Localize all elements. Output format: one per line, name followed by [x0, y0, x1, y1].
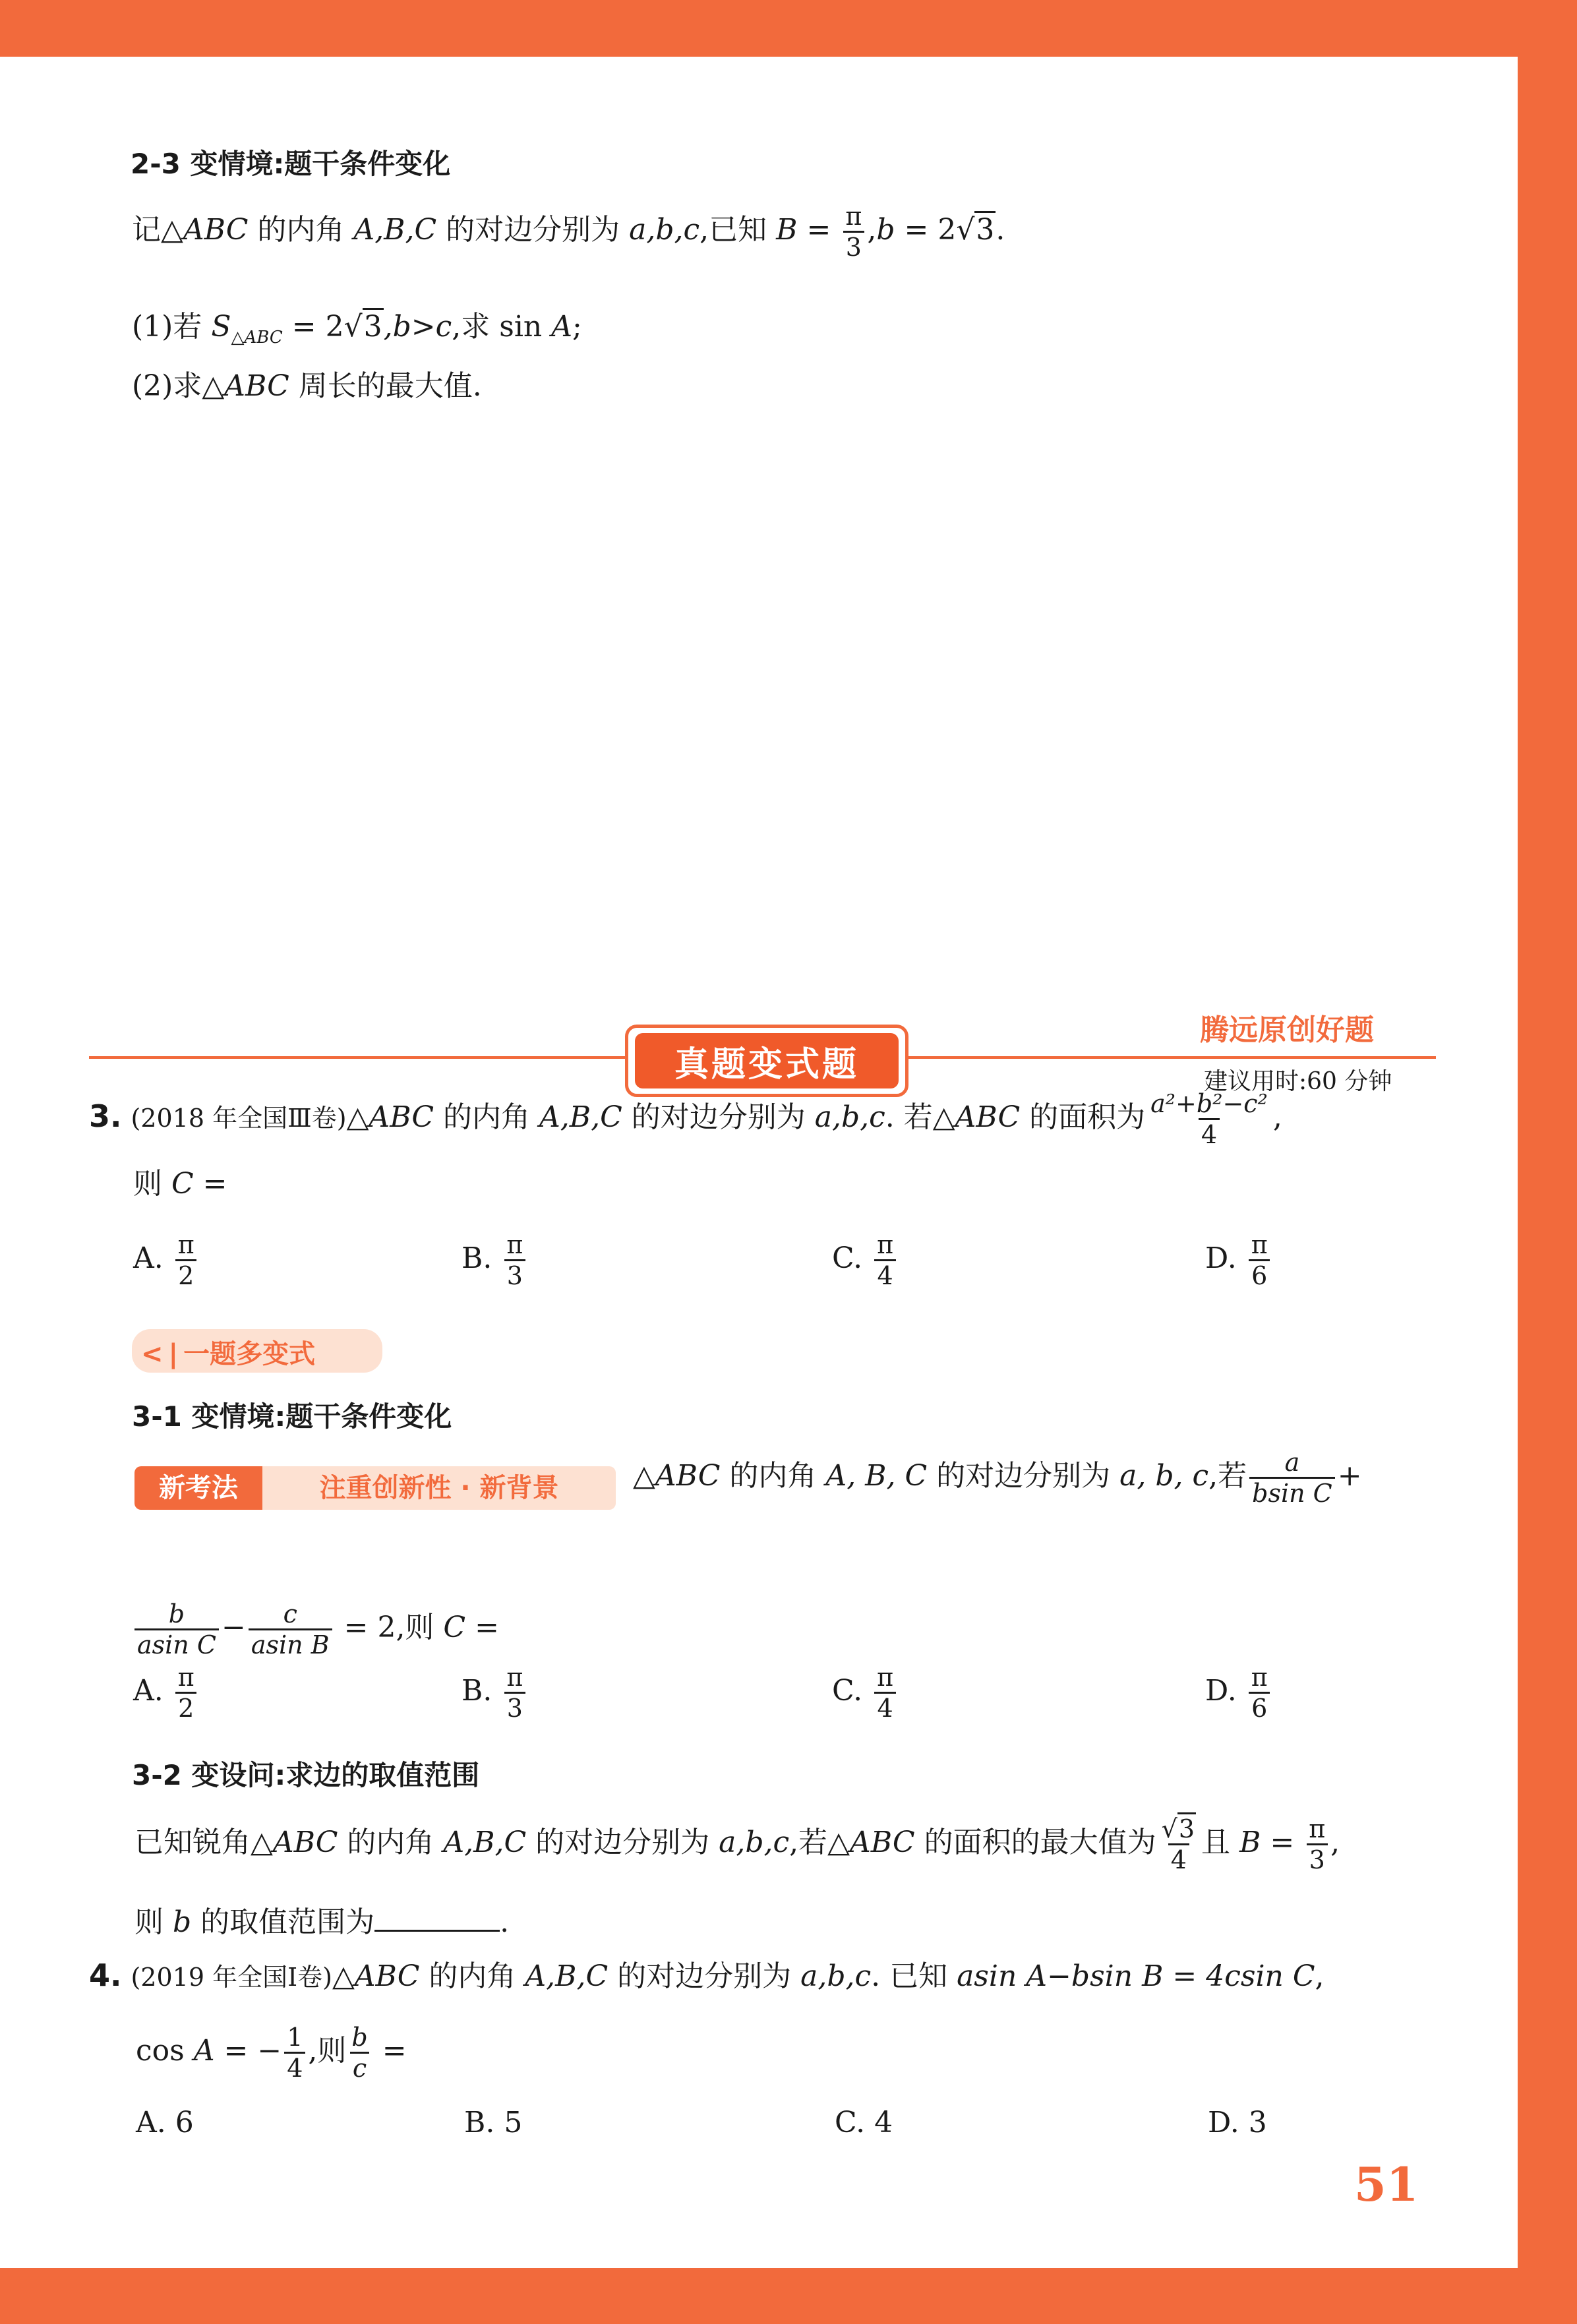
fraction — [504, 1663, 525, 1723]
fraction-numerator: b — [168, 1599, 185, 1628]
fraction-numerator: b — [351, 2023, 368, 2052]
question-source: (2018 年全国Ⅲ卷) — [131, 1104, 347, 1133]
fraction — [249, 1599, 332, 1659]
text: , — [867, 213, 877, 247]
fraction — [1148, 1089, 1270, 1149]
question-4-option-d[interactable] — [1208, 2103, 1267, 2143]
text: ABC — [655, 1459, 721, 1493]
section-3-2-heading-num: 3-2 — [132, 1759, 182, 1791]
text: 记△ — [132, 213, 183, 247]
option-letter: C. — [832, 1674, 863, 1708]
option-letter: D. — [1208, 2106, 1239, 2139]
fraction-denominator: asin C — [134, 1628, 219, 1659]
fraction-numerator: π — [177, 1663, 194, 1692]
page-number: 51 — [1354, 2157, 1419, 2212]
text: C — [443, 1611, 466, 1644]
section-3-2-heading-text: 变设问:求边的取值范围 — [191, 1759, 480, 1791]
text: a, b, c — [1119, 1459, 1209, 1493]
text: ,若△ — [789, 1826, 850, 1859]
fraction-denominator: 4 — [284, 2052, 305, 2083]
fraction-denominator: 2 — [175, 1692, 196, 1723]
variants-label-text: 一题多变式 — [183, 1339, 316, 1369]
text: 的对边分别为 — [436, 213, 630, 247]
question-4-option-c[interactable] — [835, 2103, 893, 2143]
text: 的对边分别为 — [927, 1459, 1120, 1493]
fraction-denominator: 2 — [175, 1259, 196, 1290]
text: B — [776, 213, 798, 247]
fraction-numerator: π — [1309, 1814, 1326, 1843]
fraction — [1159, 1814, 1199, 1874]
suggested-time: 建议用时:60 分钟 — [1204, 1068, 1392, 1095]
question-number: 3. — [89, 1098, 122, 1134]
fraction-numerator: √3 — [1159, 1814, 1199, 1843]
text: asin A−bsin B = 4csin C — [957, 1959, 1315, 1993]
text: A,B,C — [353, 213, 437, 247]
text: A,B,C — [539, 1100, 622, 1134]
text: B — [1239, 1826, 1261, 1859]
fraction-denominator: 6 — [1249, 1692, 1270, 1723]
option-value: 3 — [1248, 2106, 1267, 2139]
question-3-statement — [89, 1089, 1282, 1149]
text: = 2,则 — [334, 1611, 444, 1644]
text: a,b,c — [719, 1826, 790, 1859]
fraction-numerator: π — [177, 1230, 194, 1259]
text: ABC — [224, 369, 289, 403]
fraction-denominator: 3 — [504, 1692, 525, 1723]
text: 则 — [134, 1905, 173, 1939]
text: ,b>c — [383, 310, 452, 343]
text: = — [372, 2034, 407, 2068]
section-3-1-heading-text: 变情境:题干条件变化 — [191, 1400, 452, 1433]
option-letter: B. — [464, 2106, 495, 2139]
text: . 若△ — [885, 1100, 955, 1134]
question-4-option-a[interactable] — [136, 2103, 194, 2143]
innovation-tag: 注重创新性 · 新背景 — [262, 1466, 616, 1510]
fraction — [175, 1663, 197, 1723]
section-3-1-option-d[interactable] — [1205, 1663, 1273, 1723]
section-3-1-heading-num: 3-1 — [132, 1400, 182, 1433]
text: a,b,c — [629, 213, 700, 247]
text: , — [1315, 1959, 1324, 1993]
question-source: (2019 年全国Ⅰ卷) — [131, 1963, 332, 1992]
option-letter: A. — [136, 2106, 166, 2139]
option-letter: B. — [461, 1674, 492, 1708]
text: △ — [346, 1100, 369, 1134]
text: A — [193, 2034, 215, 2068]
text: 的内角 — [434, 1100, 539, 1134]
section-2-3-heading-text: 变情境:题干条件变化 — [190, 148, 451, 180]
text: ,则 — [308, 2034, 347, 2068]
share-icon: < — [141, 1339, 164, 1369]
section-3-1-option-a[interactable] — [133, 1663, 200, 1723]
fraction — [349, 2023, 370, 2083]
fraction-denominator: 3 — [1307, 1843, 1328, 1874]
text: A,B,C — [443, 1826, 527, 1859]
banner-rule-right — [902, 1056, 1436, 1059]
text: 的内角 — [248, 213, 354, 247]
fraction — [1249, 1663, 1270, 1723]
text: cos — [136, 2034, 194, 2068]
text: = — [1261, 1826, 1304, 1859]
fraction — [1249, 1448, 1335, 1508]
divider: | — [168, 1339, 179, 1369]
text: ABC — [369, 1100, 434, 1134]
text: 的内角 — [419, 1959, 525, 1993]
text: = 2 — [895, 213, 957, 247]
text: . — [500, 1905, 510, 1939]
text: = 2 — [282, 310, 344, 343]
text: ABC — [850, 1826, 915, 1859]
option-value: 4 — [874, 2106, 893, 2139]
text: 的内角 — [338, 1826, 444, 1859]
option-letter: C. — [835, 2106, 866, 2139]
text: 的取值范围为 — [191, 1905, 375, 1939]
fraction-denominator: asin B — [249, 1628, 332, 1659]
text: 且 — [1201, 1826, 1239, 1859]
question-4-option-b[interactable] — [464, 2103, 522, 2143]
new-method-tag: 新考法 — [134, 1466, 262, 1510]
text: A, B, C — [825, 1459, 928, 1493]
fraction — [1249, 1230, 1270, 1290]
fraction-numerator: π — [877, 1230, 894, 1259]
fraction-numerator: π — [1251, 1663, 1268, 1692]
fraction-denominator: 4 — [1168, 1843, 1189, 1874]
section-3-1-statement — [633, 1448, 1362, 1508]
section-3-1-line-2 — [132, 1599, 499, 1659]
brand-label: 腾远原创好题 — [1200, 1013, 1374, 1047]
section-2-3-part-1: (1)若 $S_{\triangle ABC} = 2√3,b>c$,求 sin A; — [132, 307, 582, 357]
question-3-option-a[interactable] — [133, 1230, 200, 1290]
text: ABC — [183, 213, 249, 247]
text: , — [1272, 1100, 1282, 1134]
fraction-denominator: 3 — [504, 1259, 525, 1290]
text: 的对边分别为 — [608, 1959, 801, 1993]
text: ABC — [354, 1959, 420, 1993]
text: ,求 sin — [452, 310, 552, 343]
question-3-option-d[interactable] — [1205, 1230, 1273, 1290]
text: = — [797, 213, 841, 247]
option-letter: D. — [1205, 1241, 1237, 1275]
text: △ — [633, 1459, 655, 1493]
question-3-line-2 — [133, 1164, 227, 1204]
fraction — [504, 1230, 525, 1290]
fraction-denominator: 4 — [874, 1692, 895, 1723]
text: S — [211, 310, 231, 343]
text: ABC — [955, 1100, 1021, 1134]
fraction — [1306, 1814, 1328, 1874]
fraction-numerator: π — [845, 202, 862, 231]
option-letter: C. — [832, 1241, 863, 1275]
fraction-numerator: a²+b²−c² — [1150, 1089, 1268, 1118]
section-3-1-option-b[interactable] — [461, 1663, 528, 1723]
section-3-1-heading — [132, 1395, 452, 1435]
question-3-option-b[interactable] — [461, 1230, 528, 1290]
sqrt-radicand: 3 — [363, 308, 384, 343]
text: A — [551, 310, 573, 343]
text: △ — [332, 1959, 355, 1993]
fraction-numerator: π — [506, 1230, 523, 1259]
text: ; — [572, 310, 582, 343]
option-value: 5 — [504, 2106, 523, 2139]
text: 的内角 — [720, 1459, 826, 1493]
fraction-numerator: π — [1251, 1230, 1268, 1259]
question-3-option-c[interactable] — [832, 1230, 899, 1290]
option-letter: B. — [461, 1241, 492, 1275]
page-sheet — [0, 57, 1518, 2268]
fraction-denominator: 3 — [843, 231, 864, 262]
section-3-2-heading — [132, 1754, 479, 1793]
text: , — [1330, 1826, 1340, 1859]
text: a,b,c — [800, 1959, 872, 1993]
option-letter: A. — [133, 1674, 164, 1708]
text: . — [996, 213, 1005, 247]
text: 已知锐角△ — [134, 1826, 273, 1859]
fraction-denominator: 6 — [1249, 1259, 1270, 1290]
sqrt-radicand: 3 — [974, 211, 996, 247]
fraction — [134, 1599, 219, 1659]
section-3-2-statement — [134, 1814, 1340, 1874]
text: (2)求△ — [132, 369, 225, 403]
text: A,B,C — [525, 1959, 609, 1993]
sqrt-radicand: 3 — [1177, 1812, 1196, 1843]
text: ,已知 — [699, 213, 777, 247]
text: . 已知 — [871, 1959, 957, 1993]
question-number: 4. — [89, 1957, 122, 1993]
fraction — [874, 1663, 896, 1723]
text: + — [1337, 1459, 1362, 1493]
fraction-denominator: bsin C — [1249, 1477, 1335, 1508]
section-3-2-line-2 — [134, 1903, 509, 1942]
subscript: △ABC — [231, 327, 283, 347]
text: = − — [214, 2034, 282, 2068]
text: = — [465, 1611, 499, 1644]
text: = — [193, 1167, 227, 1201]
text: (1)若 — [132, 310, 212, 343]
question-4-statement — [89, 1955, 1324, 1997]
text: ABC — [272, 1826, 338, 1859]
text: ,若 — [1208, 1459, 1247, 1493]
fraction-numerator: c — [283, 1599, 297, 1628]
text: b — [876, 213, 895, 247]
text: 的面积的最大值为 — [914, 1826, 1156, 1859]
fraction-denominator: c — [350, 2052, 369, 2083]
fraction-denominator: 4 — [1199, 1118, 1220, 1149]
option-value: 6 — [175, 2106, 194, 2139]
section-2-3-heading-num: 2-3 — [131, 148, 181, 180]
question-4-line-2 — [136, 2023, 407, 2083]
option-letter: A. — [133, 1241, 164, 1275]
banner-frame — [625, 1025, 908, 1097]
fraction — [874, 1230, 896, 1290]
fraction-numerator: π — [506, 1663, 523, 1692]
fraction-denominator: 4 — [874, 1259, 895, 1290]
section-3-1-option-c[interactable] — [832, 1663, 899, 1723]
answer-blank[interactable] — [374, 1903, 500, 1932]
text: C — [171, 1167, 194, 1201]
fraction-numerator: 1 — [287, 2023, 303, 2052]
fraction — [284, 2023, 305, 2083]
text: a,b,c — [814, 1100, 885, 1134]
section-2-3-statement: 记△ABC 的内角 A,B,C 的对边分别为 a,b,c,已知 B = $\frac{\pi}{3}$ ,b = 2√3. — [132, 202, 1005, 262]
text: 的面积为 — [1020, 1100, 1146, 1134]
fraction — [843, 202, 864, 262]
text: 周长的最大值. — [289, 369, 482, 403]
text: 的对边分别为 — [622, 1100, 815, 1134]
text: 的对边分别为 — [526, 1826, 719, 1859]
fraction-numerator: a — [1284, 1448, 1300, 1477]
text: 则 — [133, 1167, 171, 1201]
text: b — [173, 1905, 192, 1939]
fraction — [175, 1230, 197, 1290]
banner-title: 真题变式题 — [635, 1033, 899, 1088]
banner-rule-left — [89, 1056, 625, 1059]
fraction-numerator: π — [877, 1663, 894, 1692]
section-2-3-heading — [131, 142, 450, 182]
option-letter: D. — [1205, 1674, 1237, 1708]
section-2-3-part-2 — [132, 367, 482, 406]
variants-label — [141, 1333, 315, 1371]
text: − — [221, 1611, 246, 1644]
